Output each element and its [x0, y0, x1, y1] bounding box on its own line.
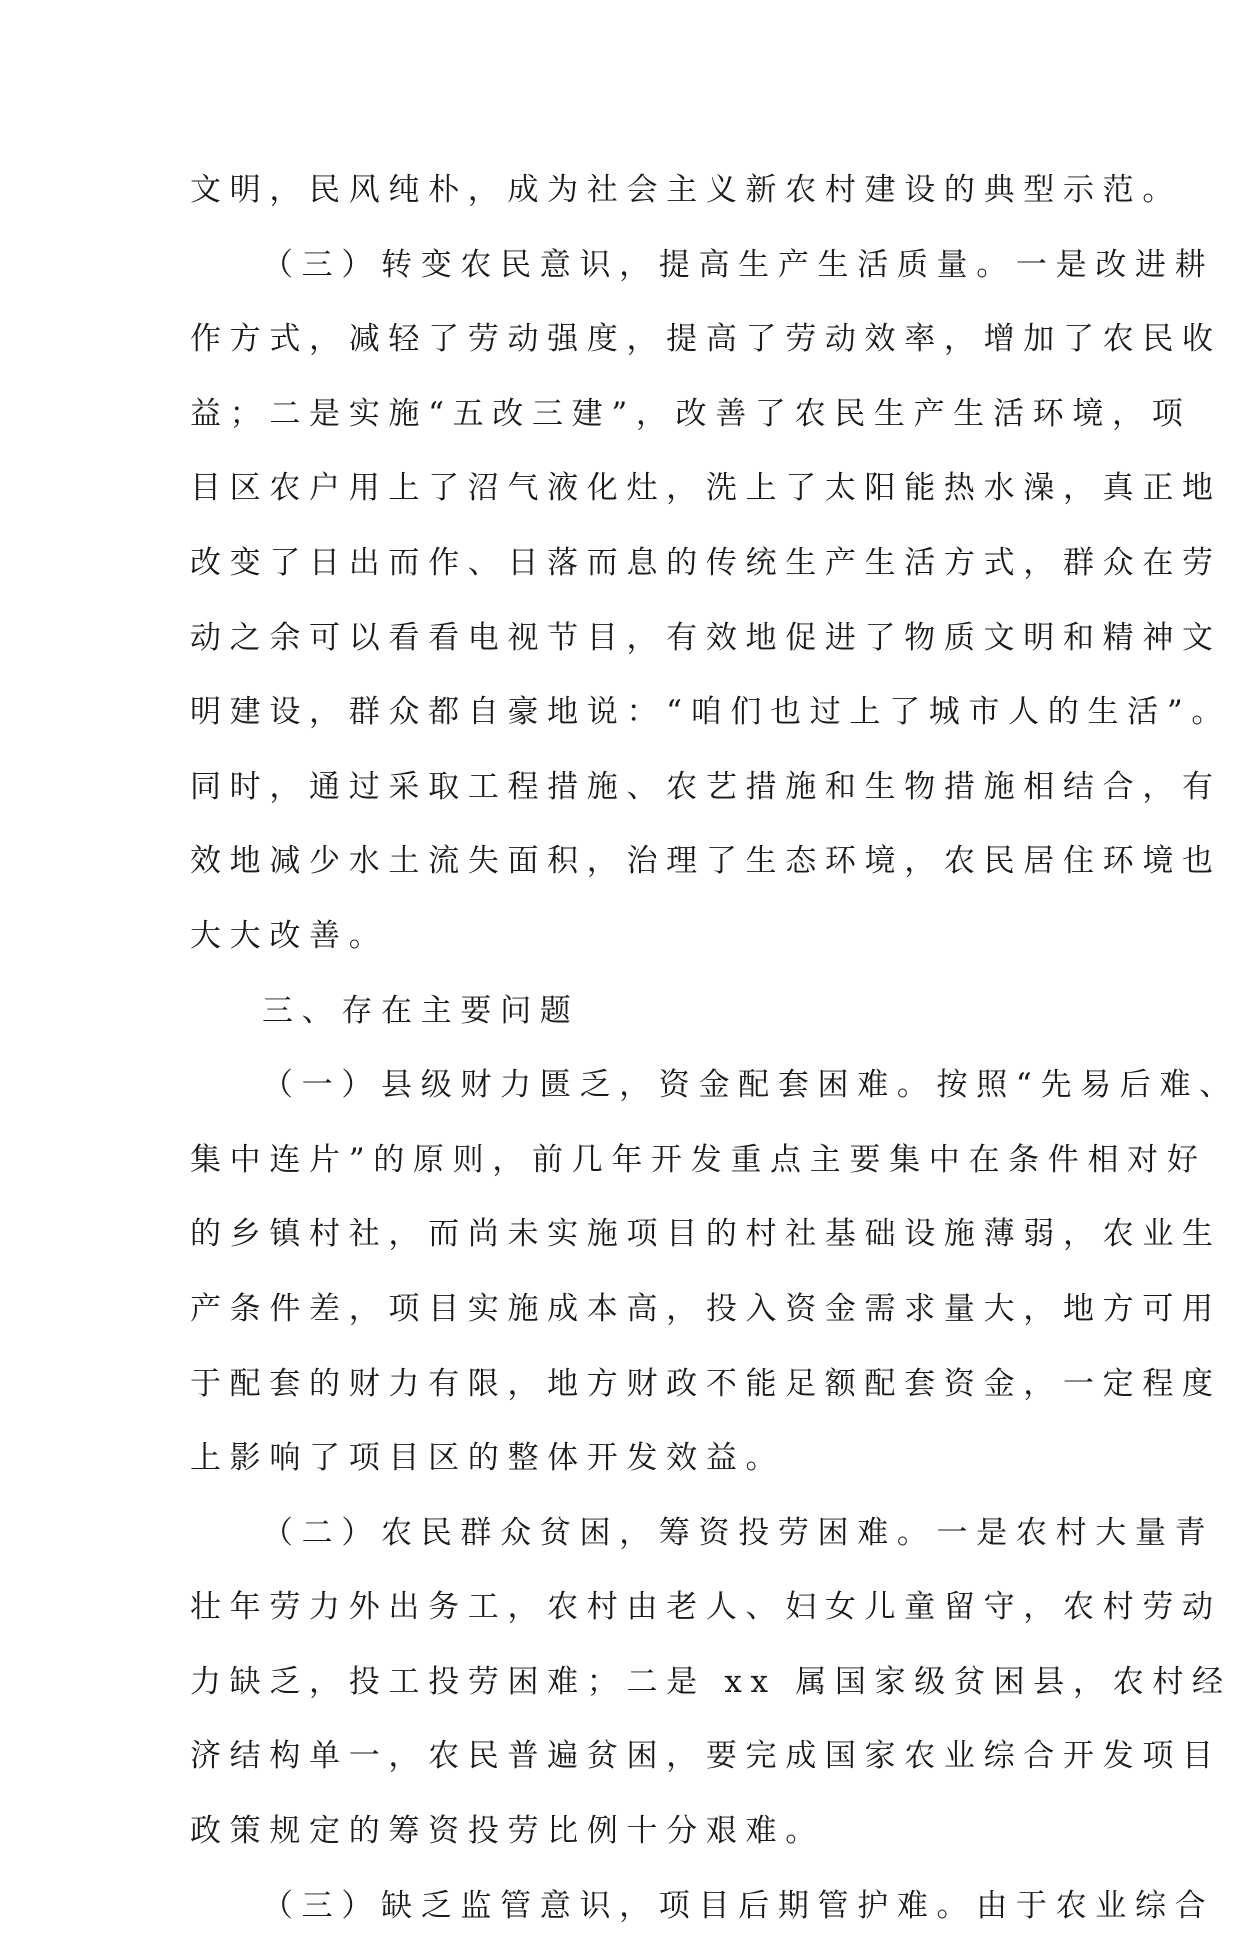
text-line: 产条件差，项目实施成本高，投入资金需求量大，地方可用: [190, 1290, 1222, 1327]
text-line: 明建设，群众都自豪地说：“咱们也过上了城市人的生活”。: [190, 694, 1232, 731]
text-line: （三）缺乏监管意识，项目后期管护难。由于农业综合: [262, 1887, 1215, 1924]
text-line: 动之余可以看看电视节目，有效地促进了物质文明和精神文: [190, 619, 1222, 656]
section-heading: 三、存在主要问题: [262, 992, 580, 1029]
text-line: 文明，民风纯朴，成为社会主义新农村建设的典型示范。: [190, 172, 1182, 208]
text-line: 作方式，减轻了劳动强度，提高了劳动效率，增加了农民收: [190, 321, 1222, 358]
text-line: 效地减少水土流失面积，治理了生态环境，农民居住环境也: [190, 843, 1222, 880]
document-body: [190, 153, 1239, 1943]
text-line: 政策规定的筹资投劳比例十分艰难。: [190, 1813, 825, 1850]
text-line: （一）县级财力匮乏，资金配套困难。按照“先易后难、: [262, 1067, 1239, 1104]
text-line: 济结构单一，农民普遍贫困，要完成国家农业综合开发项目: [190, 1738, 1222, 1775]
text-line: 的乡镇村社，而尚未实施项目的村社基础设施薄弱，农业生: [190, 1216, 1222, 1253]
text-line: 力缺乏，投工投劳困难；二是 xx 属国家级贫困县，农村经: [190, 1663, 1232, 1700]
text-line: 目区农户用上了沼气液化灶，洗上了太阳能热水澡，真正地: [190, 470, 1222, 507]
text-line: 集中连片”的原则，前几年开发重点主要集中在条件相对好: [190, 1141, 1207, 1178]
text-line: 改变了日出而作、日落而息的传统生产生活方式，群众在劳: [190, 544, 1222, 581]
text-line: 益；二是实施“五改三建”，改善了农民生产生活环境，项: [190, 395, 1192, 432]
text-line: 大大改善。: [190, 917, 389, 954]
text-line: 上影响了项目区的整体开发效益。: [190, 1440, 786, 1477]
text-line: 于配套的财力有限，地方财政不能足额配套资金，一定程度: [190, 1365, 1222, 1402]
text-line: （二）农民群众贫困，筹资投劳困难。一是农村大量青: [262, 1514, 1215, 1551]
text-line: 壮年劳力外出务工，农村由老人、妇女儿童留守，农村劳动: [190, 1589, 1222, 1626]
text-line: （三）转变农民意识，提高生产生活质量。一是改进耕: [262, 246, 1215, 283]
text-line: 同时，通过采取工程措施、农艺措施和生物措施相结合，有: [190, 768, 1222, 805]
